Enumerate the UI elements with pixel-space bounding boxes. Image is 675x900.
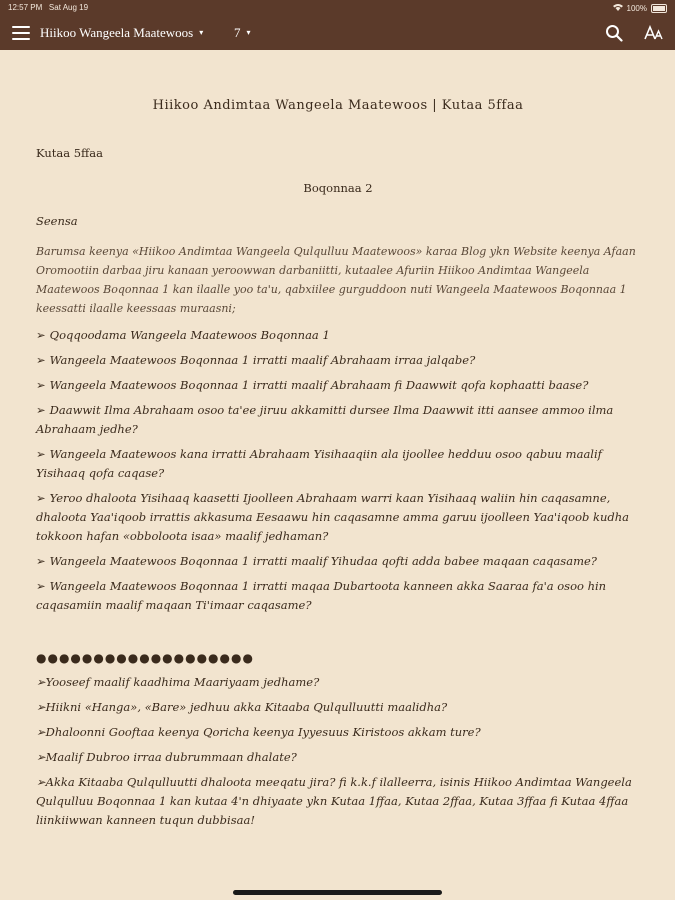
- intro-label: Seensa: [36, 214, 78, 228]
- font-size-icon[interactable]: [644, 25, 664, 41]
- list-item: ➢ Yeroo dhaloota Yisihaaq kaasetti Ijoolleen Abrahaam warri kaan Yisihaaq waliin hin caqasamne, dhaloota Yaa'iqoob irrattis akkasuma Eesaawu hin caqasamne amma garuu ijoolleen Yaa'iqoob kudha tokkoon hafan «obboloota isaa» maalif jedhaman?: [36, 491, 630, 543]
- arrow-bullet-icon: ➢: [36, 725, 46, 739]
- chevron-down-icon: ▾: [199, 28, 204, 37]
- arrow-bullet-icon: ➢: [36, 447, 46, 461]
- arrow-bullet-icon: ➢: [36, 675, 46, 689]
- search-icon[interactable]: [605, 24, 623, 42]
- arrow-bullet-icon: ➢: [36, 750, 46, 764]
- arrow-bullet-icon: ➢: [36, 378, 46, 392]
- book-title: Hiikoo Wangeela Maatewoos: [40, 25, 194, 40]
- menu-icon[interactable]: [12, 26, 30, 40]
- chapter-number: 7: [234, 25, 241, 40]
- list-item: ➢Dhaloonni Gooftaa keenya Qoricha keenya Iyyesuus Kiristoos akkam ture?: [36, 725, 481, 739]
- page-heading: Hiikoo Andimtaa Wangeela Maatewoos | Kutaa 5ffaa: [152, 98, 524, 113]
- top-toolbar: [0, 16, 675, 50]
- arrow-bullet-icon: ➢: [36, 700, 46, 714]
- status-bar: [0, 0, 675, 16]
- intro-paragraph: Barumsa keenya «Hiikoo Andimtaa Wangeela Qulqulluu Maatewoos» karaa Blog ykn Website keenya Afaan Oromootiin darbaa jiru kanaan yeroowwan darbaniitti, kutaalee Afuriin Hiikoo Andimtaa Wangeela Maatewoos Boqonnaa 1 kan ilaalle yoo ta'u, qabxiilee gurguddoon nuti Wangeela Maatewoos Boqonnaa 1 keessatti ilaalle keessaas muraasni;: [36, 245, 636, 315]
- status-date: Sat Aug 19: [48, 3, 89, 12]
- list-item: ➢ Daawwit Ilma Abrahaam osoo ta'ee jiruu akkamitti dursee Ilma Daawwit itti aansee ammoo ilma Abrahaam jedhe?: [36, 403, 614, 436]
- chapter-selector[interactable]: [234, 25, 251, 41]
- battery-percent: 100%: [626, 3, 647, 13]
- list-item: ➢ Wangeela Maatewoos kana irratti Abrahaam Yisihaaqiin ala ijoollee hedduu osoo qabuu maalif Yisihaaq qofa caqase?: [36, 447, 602, 480]
- home-indicator[interactable]: [233, 890, 442, 895]
- reading-content: [36, 50, 640, 830]
- arrow-bullet-icon: ➢: [36, 554, 46, 568]
- divider-dots: ●●●●●●●●●●●●●●●●●●●: [36, 651, 254, 665]
- arrow-bullet-icon: ➢: [36, 403, 46, 417]
- arrow-bullet-icon: ➢: [36, 775, 46, 789]
- chevron-down-icon: ▾: [246, 28, 251, 37]
- list-item: ➢Maalif Dubroo irraa dubrummaan dhalate?: [36, 750, 297, 764]
- list-item: ➢Akka Kitaaba Qulqulluutti dhaloota meeqatu jira? fi k.k.f ilalleerra, isinis Hiikoo Andimtaa Wangeela Qulqulluu Boqonnaa 1 kan kutaa 4'n dhiyaate ykn Kutaa 1ffaa, Kutaa 2ffaa, Kutaa 3ffaa fi Kutaa 4ffaa liinkiiwwan kanneen tuqun dubbisaa!: [36, 775, 632, 827]
- list-item: ➢ Wangeela Maatewoos Boqonnaa 1 irratti maalif Yihudaa qofti adda babee maqaan caqasame?: [36, 554, 597, 568]
- arrow-bullet-icon: ➢: [36, 353, 46, 367]
- list-item: ➢Hiikni «Hanga», «Bare» jedhuu akka Kitaaba Qulqulluutti maalidha?: [36, 700, 448, 714]
- chapter-title: Boqonnaa 2: [303, 181, 373, 195]
- list-item: ➢ Wangeela Maatewoos Boqonnaa 1 irratti maalif Abrahaam irraa jalqabe?: [36, 353, 476, 367]
- list-item: ➢ Wangeela Maatewoos Boqonnaa 1 irratti maqaa Dubartoota kanneen akka Saaraa fa'a osoo hin caqasamiin maalif maqaan Ti'imaar caqasame?: [36, 579, 607, 612]
- status-time: 12:57 PM: [8, 3, 43, 12]
- list-item: ➢ Wangeela Maatewoos Boqonnaa 1 irratti maalif Abrahaam fi Daawwit qofa kophaatti baase?: [36, 378, 589, 392]
- list-item: ➢Yooseef maalif kaadhima Maariyaam jedhame?: [36, 675, 320, 689]
- section-label: Kutaa 5ffaa: [36, 146, 103, 160]
- status-right: [613, 3, 667, 13]
- list-item: ➢ Qoqqoodama Wangeela Maatewoos Boqonnaa 1: [36, 328, 330, 342]
- arrow-bullet-icon: ➢: [36, 579, 46, 593]
- arrow-bullet-icon: ➢: [36, 328, 46, 342]
- status-time-date: [8, 3, 88, 12]
- battery-icon: [651, 4, 667, 13]
- question-list-2: [36, 673, 640, 830]
- wifi-icon: [613, 3, 623, 13]
- book-selector[interactable]: [40, 25, 203, 41]
- question-list: [36, 326, 640, 615]
- arrow-bullet-icon: ➢: [36, 491, 46, 505]
